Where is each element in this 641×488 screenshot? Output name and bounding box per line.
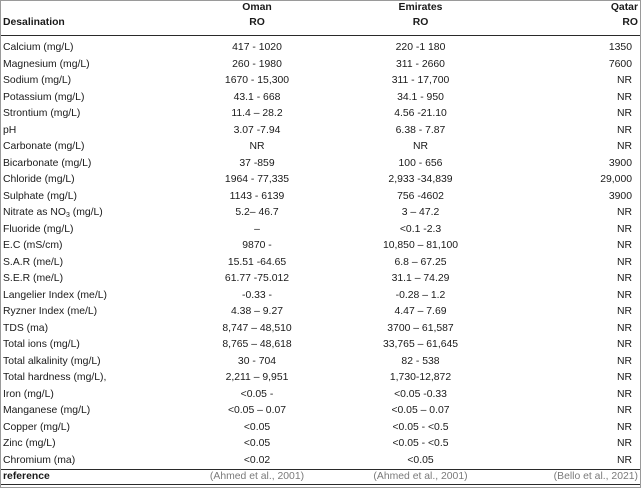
table-row: [1, 337, 640, 354]
table-row: [1, 123, 640, 140]
row-parameter-text: Nitrate as NO: [3, 207, 66, 218]
row-parameter: Magnesium (mg/L): [3, 58, 90, 70]
table-row: [1, 255, 640, 272]
row-parameter-subscript: 3: [65, 212, 70, 219]
row-emirates-value: 6.8 – 67.25: [394, 256, 447, 268]
row-qatar-value: 3900: [608, 157, 632, 169]
table-row: [1, 222, 640, 239]
row-emirates-value: 4.56 -21.10: [394, 108, 447, 119]
row-emirates-value: 756 -4602: [397, 190, 444, 202]
row-parameter: Ryzner Index (me/L): [3, 306, 98, 317]
row-qatar-value: NR: [616, 322, 632, 334]
table-body: [1, 36, 640, 470]
row-qatar-value: 29,000: [600, 174, 632, 185]
table-row: [1, 436, 640, 453]
row-oman-value: <0.05 -: [240, 388, 274, 400]
table-row: [1, 106, 640, 123]
row-parameter: Sulphate (mg/L): [3, 190, 77, 202]
row-oman-value: NR: [249, 141, 265, 152]
row-emirates-value: <0.05 -0.33: [394, 388, 447, 400]
header-method-row: [1, 15, 640, 36]
table-row: [1, 288, 640, 305]
row-oman-value: 8,765 – 48,618: [222, 339, 292, 350]
table-row: [1, 271, 640, 288]
table-row: [1, 370, 640, 387]
row-oman-value: 4.38 – 9.27: [231, 306, 283, 317]
row-qatar-value: NR: [616, 108, 632, 119]
table-row: [1, 90, 640, 107]
row-parameter: Chloride (mg/L): [3, 174, 75, 185]
row-parameter: Langelier Index (me/L): [3, 289, 107, 301]
row-parameter: Total alkalinity (mg/L): [3, 355, 101, 367]
header-blank: [1, 1, 201, 15]
row-qatar-value: NR: [616, 405, 632, 416]
row-oman-value: 260 - 1980: [232, 58, 282, 70]
header-desalination: Desalination: [1, 15, 201, 36]
table-row: [1, 238, 640, 255]
row-qatar-value: NR: [616, 454, 632, 466]
table-row: [1, 156, 640, 173]
row-emirates-value: 1,730-12,872: [389, 372, 452, 383]
row-emirates-value: 311 - 17,700: [391, 75, 450, 86]
row-emirates-value: NR: [412, 141, 428, 152]
row-qatar-value: NR: [616, 306, 632, 317]
row-parameter: Iron (mg/L): [3, 388, 54, 400]
row-qatar-value: NR: [616, 207, 632, 218]
row-oman-value: 11.4 – 28.2: [231, 108, 283, 119]
row-oman-value: –: [254, 223, 260, 235]
reference-emirates: (Ahmed et al., 2001): [313, 470, 528, 485]
row-emirates-value: 31.1 – 74.29: [391, 273, 450, 284]
row-qatar-value: NR: [616, 421, 632, 433]
table-row: [1, 420, 640, 437]
row-qatar-value: NR: [616, 240, 632, 251]
row-oman-value: <0.05: [243, 438, 271, 449]
row-parameter: [1, 205, 201, 222]
row-parameter: S.E.R (me/L): [3, 273, 64, 284]
desalination-table: [1, 1, 640, 485]
row-oman-value: 2,211 – 9,951: [225, 372, 289, 383]
row-parameter: Zinc (mg/L): [3, 438, 56, 449]
table-row: [1, 139, 640, 156]
row-emirates-value: <0.05: [407, 454, 434, 466]
header-oman: Oman: [242, 2, 272, 13]
row-emirates-value: 100 - 656: [398, 157, 443, 169]
row-parameter: Calcium (mg/L): [3, 42, 74, 53]
row-qatar-value: NR: [616, 438, 632, 449]
row-oman-value: <0.05: [243, 421, 271, 433]
row-qatar-value: 1350: [608, 42, 632, 53]
row-oman-value: 8,747 – 48,510: [222, 322, 292, 334]
row-oman-value: 15.51 -64.65: [227, 256, 287, 268]
reference-row-group: [1, 470, 640, 485]
row-parameter: Fluoride (mg/L): [3, 223, 74, 235]
row-oman-value: 5.2– 46.7: [235, 207, 279, 218]
reference-label: reference: [1, 470, 201, 485]
row-parameter: TDS (ma): [3, 322, 49, 334]
row-oman-value: <0.05 – 0.07: [227, 405, 287, 416]
row-qatar-value: NR: [616, 372, 632, 383]
header-emirates: Emirates: [398, 2, 443, 13]
reference-oman: (Ahmed et al., 2001): [201, 470, 313, 485]
row-parameter: Bicarbonate (mg/L): [3, 157, 92, 169]
row-emirates-value: 33,765 – 61,645: [382, 339, 459, 350]
row-qatar-value: NR: [616, 141, 632, 152]
row-parameter: Sodium (mg/L): [3, 75, 72, 86]
header-qatar-method: RO: [528, 15, 640, 36]
row-qatar-value: NR: [616, 75, 632, 86]
row-parameter: Copper (mg/L): [3, 421, 70, 433]
row-parameter: E.C (mS/cm): [3, 240, 63, 251]
row-oman-value: 37 -859: [239, 157, 275, 169]
row-parameter: Potassium (mg/L): [3, 91, 85, 103]
row-qatar-value: 3900: [608, 190, 632, 202]
row-emirates-value: 34.1 - 950: [397, 91, 444, 103]
row-oman-value: 3.07 -7.94: [233, 124, 281, 136]
row-qatar-value: NR: [616, 223, 632, 235]
header-qatar: Qatar: [610, 2, 638, 13]
row-oman-value: -0.33 -: [241, 289, 273, 301]
row-parameter: Chromium (ma): [3, 454, 76, 466]
row-oman-value: <0.02: [243, 454, 271, 466]
row-qatar-value: NR: [616, 91, 632, 103]
row-qatar-value: NR: [616, 273, 632, 284]
header-oman-method: RO: [201, 15, 313, 36]
row-oman-value: 1143 - 6139: [229, 190, 285, 202]
row-parameter-suffix: (mg/L): [69, 207, 103, 218]
table-row: [1, 57, 640, 74]
row-emirates-value: 2,933 -34,839: [388, 174, 453, 185]
row-oman-value: 1670 - 15,300: [224, 75, 290, 86]
table-row: [1, 403, 640, 420]
row-emirates-value: <0.05 - <0.5: [392, 421, 449, 433]
row-oman-value: 43.1 - 668: [233, 91, 281, 103]
row-emirates-value: <0.1 -2.3: [399, 223, 442, 235]
row-emirates-value: <0.05 - <0.5: [392, 438, 449, 449]
row-parameter: pH: [3, 124, 17, 136]
table-row: [1, 189, 640, 206]
row-emirates-value: 4.47 – 7.69: [394, 306, 447, 317]
row-emirates-value: 10,850 – 81,100: [382, 240, 459, 251]
row-qatar-value: NR: [616, 256, 632, 268]
row-parameter: Carbonate (mg/L): [3, 141, 85, 152]
row-qatar-value: NR: [616, 355, 632, 367]
row-parameter: Total ions (mg/L): [3, 339, 80, 350]
row-oman-value: 61.77 -75.012: [224, 273, 290, 284]
row-emirates-value: 6.38 - 7.87: [395, 124, 446, 136]
row-emirates-value: 3700 – 61,587: [387, 322, 454, 334]
table-row: [1, 172, 640, 189]
row-emirates-value: 220 -1 180: [395, 42, 446, 53]
table-row: [1, 387, 640, 404]
row-parameter: Manganese (mg/L): [3, 405, 91, 416]
row-oman-value: 30 - 704: [237, 355, 277, 367]
row-emirates-value: -0.28 – 1.2: [395, 289, 446, 301]
row-emirates-value: <0.05 – 0.07: [391, 405, 450, 416]
table-row: [1, 453, 640, 470]
table-row: [1, 36, 640, 57]
header-emirates-method: RO: [313, 15, 528, 36]
table-row: [1, 205, 640, 222]
row-qatar-value: NR: [616, 388, 632, 400]
row-emirates-value: 311 - 2660: [396, 58, 445, 70]
table-row: [1, 321, 640, 338]
row-emirates-value: 3 – 47.2: [401, 207, 440, 218]
row-qatar-value: NR: [616, 124, 632, 136]
table-row: [1, 73, 640, 90]
row-oman-value: 9870 -: [242, 240, 272, 251]
table-row: [1, 354, 640, 371]
reference-qatar: (Bello et al., 2021): [528, 470, 640, 485]
header-region-row: [1, 1, 640, 15]
row-emirates-value: 82 - 538: [401, 355, 440, 367]
row-parameter: S.A.R (me/L): [3, 256, 64, 268]
table-header: [1, 1, 640, 36]
row-qatar-value: NR: [616, 289, 632, 301]
reference-row: [1, 470, 640, 485]
row-oman-value: 417 - 1020: [232, 42, 282, 53]
row-qatar-value: 7600: [608, 58, 632, 70]
table-row: [1, 304, 640, 321]
row-oman-value: 1964 - 77,335: [224, 174, 290, 185]
row-parameter: Strontium (mg/L): [3, 108, 81, 119]
row-parameter: Total hardness (mg/L),: [3, 372, 107, 383]
row-qatar-value: NR: [616, 339, 632, 350]
